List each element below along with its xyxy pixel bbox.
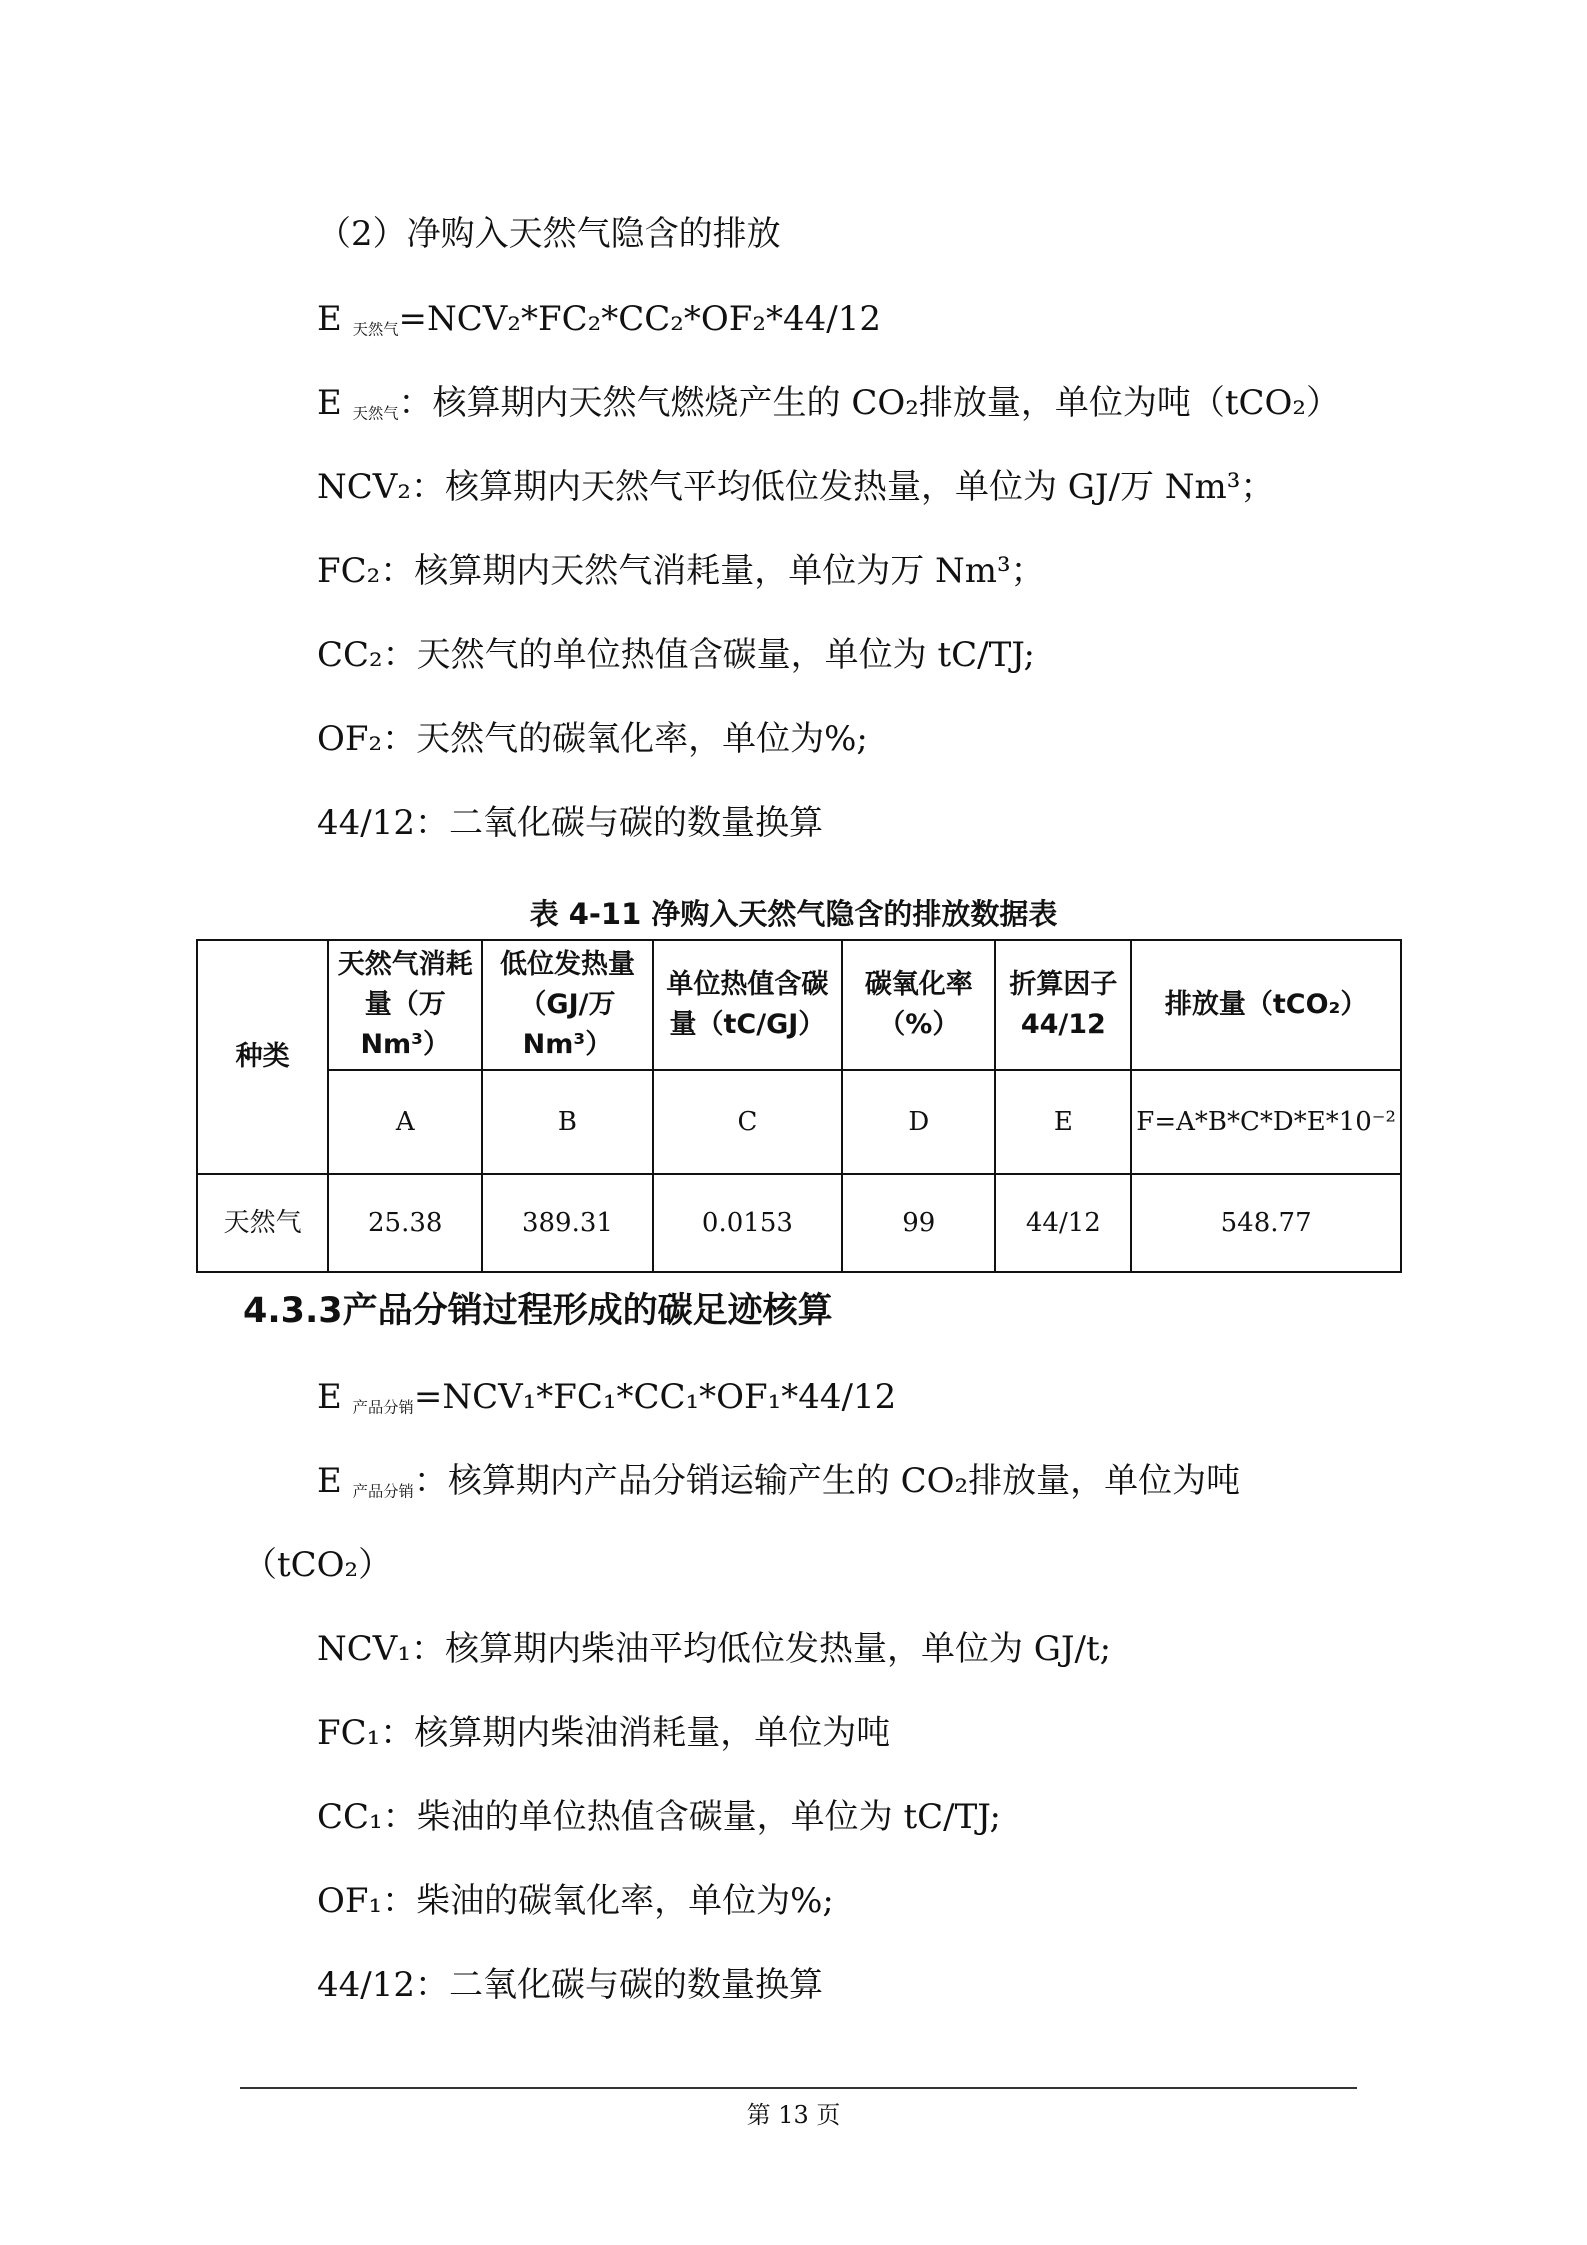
col-header: 排放量（tCO₂） [1131, 940, 1401, 1070]
dist-def-cc: CC₁：柴油的单位热值含碳量，单位为 tC/TJ; [317, 1797, 1001, 1837]
table-caption: 表 4-11 净购入天然气隐含的排放数据表 [529, 897, 1058, 931]
ng-def-ncv: NCV₂：核算期内天然气平均低位发热量，单位为 GJ/万 Nm³； [317, 467, 1275, 507]
def-e-label: E [317, 383, 353, 423]
formula-lhs-sub: 产品分销 [352, 1398, 414, 1417]
col-letter: A [328, 1070, 482, 1174]
dist-def-of: OF₁：柴油的碳氧化率，单位为%; [317, 1881, 834, 1921]
table-cell: 25.38 [328, 1174, 482, 1272]
col-letter: E [995, 1070, 1131, 1174]
table-cell: 44/12 [995, 1174, 1131, 1272]
emission-table [196, 939, 1402, 1273]
formula-rhs: =NCV₁*FC₁*CC₁*OF₁*44/12 [413, 1377, 897, 1417]
def-e-text: ：核算期内天然气燃烧产生的 CO₂排放量，单位为吨（tCO₂） [398, 383, 1341, 423]
table-letter-row [197, 1070, 1401, 1174]
col-header: 单位热值含碳量（tC/GJ） [653, 940, 843, 1070]
dist-formula [317, 1375, 896, 1419]
col-header: 天然气消耗量（万 Nm³） [328, 940, 482, 1070]
table-cell: 0.0153 [653, 1174, 843, 1272]
formula-rhs: =NCV₂*FC₂*CC₂*OF₂*44/12 [398, 299, 881, 339]
table-row [197, 1174, 1401, 1272]
dist-def-ratio: 44/12：二氧化碳与碳的数量换算 [317, 1965, 823, 2005]
ng-def-cc: CC₂：天然气的单位热值含碳量，单位为 tC/TJ; [317, 635, 1035, 675]
dist-def-ncv: NCV₁：核算期内柴油平均低位发热量，单位为 GJ/t; [317, 1629, 1112, 1669]
table-header-row [197, 940, 1401, 1070]
col-letter: F=A*B*C*D*E*10⁻² [1131, 1070, 1401, 1174]
col-header: 折算因子 44/12 [995, 940, 1131, 1070]
dist-def-fc: FC₁：核算期内柴油消耗量，单位为吨 [317, 1713, 891, 1753]
table-cell: 天然气 [197, 1174, 328, 1272]
col-type-header: 种类 [197, 940, 328, 1174]
col-letter: B [482, 1070, 652, 1174]
table-cell: 389.31 [482, 1174, 652, 1272]
table-cell: 548.77 [1131, 1174, 1401, 1272]
col-letter: D [842, 1070, 995, 1174]
table-cell: 99 [842, 1174, 995, 1272]
ng-def-of: OF₂：天然气的碳氧化率，单位为%; [317, 719, 868, 759]
ng-def-fc: FC₂：核算期内天然气消耗量，单位为万 Nm³； [317, 551, 1045, 591]
section-title: （2）净购入天然气隐含的排放 [317, 214, 781, 254]
def-e-sub: 天然气 [352, 404, 399, 423]
ng-def-e [317, 381, 1340, 425]
ng-formula [317, 297, 881, 341]
section-heading: 4.3.3产品分销过程形成的碳足迹核算 [243, 1291, 833, 1331]
col-letter: C [653, 1070, 843, 1174]
formula-lhs: E [317, 1377, 353, 1417]
col-header: 碳氧化率（%） [842, 940, 995, 1070]
footer-divider [240, 2087, 1357, 2089]
def-e-sub: 产品分销 [352, 1482, 414, 1501]
formula-lhs-sub: 天然气 [352, 320, 399, 339]
col-header: 低位发热量（GJ/万 Nm³） [482, 940, 652, 1070]
dist-def-e-cont: （tCO₂） [243, 1545, 393, 1585]
def-e-text: ：核算期内产品分销运输产生的 CO₂排放量，单位为吨 [413, 1461, 1241, 1501]
formula-lhs: E [317, 299, 353, 339]
page-number: 第 13 页 [746, 2101, 841, 2129]
ng-def-ratio: 44/12：二氧化碳与碳的数量换算 [317, 803, 823, 843]
dist-def-e [317, 1459, 1240, 1503]
def-e-label: E [317, 1461, 353, 1501]
